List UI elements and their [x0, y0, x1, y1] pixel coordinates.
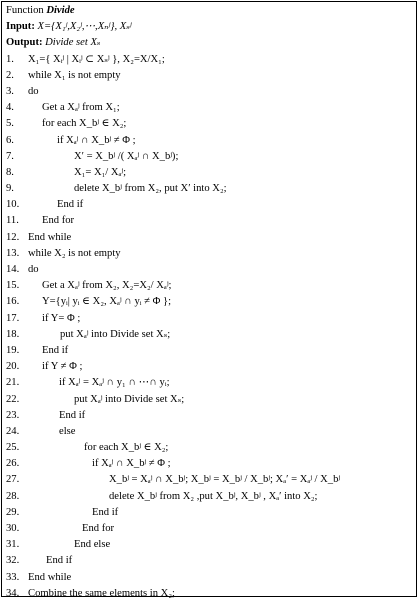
line-number: 29.: [6, 506, 20, 518]
line-text: while X₂ is not empty: [28, 247, 121, 259]
line-number: 7.: [6, 150, 14, 162]
code-line: [2, 213, 416, 229]
line-number: 19.: [6, 344, 20, 356]
code-line: [2, 181, 416, 197]
line-number: 24.: [6, 425, 20, 437]
input-label: Input:: [6, 21, 35, 33]
line-number: 13.: [6, 247, 20, 259]
code-line: [2, 100, 416, 116]
line-number: 15.: [6, 280, 20, 292]
code-line: [2, 440, 416, 456]
input-line: [2, 19, 416, 35]
code-line: [2, 149, 416, 165]
code-line: [2, 327, 416, 343]
line-number: 17.: [6, 312, 20, 324]
function-name: Divide: [46, 5, 75, 16]
line-text: for each X_bʲ ∈ X₂;: [84, 442, 169, 454]
code-line: [2, 456, 416, 472]
line-text: End if: [92, 506, 119, 518]
line-text: put Xₐʲ into Divide set Xₛ;: [60, 328, 171, 340]
code-line: [2, 311, 416, 327]
line-number: 5.: [6, 118, 14, 130]
code-line: [2, 489, 416, 505]
line-text: End for: [82, 523, 115, 534]
line-number: 16.: [6, 296, 20, 308]
code-line: [2, 230, 416, 246]
code-line: [2, 343, 416, 359]
code-line: [2, 359, 416, 375]
input-text: X={X₁ʲ,X₂ʲ,⋯,Xₙʲ}, Xₛʲ: [37, 21, 132, 33]
code-line: [2, 521, 416, 537]
line-text: X₁={ Xᵢʲ | Xᵢʲ ⊂ Xₛʲ }, X₂=X/X₁;: [28, 53, 165, 65]
line-number: 3.: [6, 85, 14, 97]
code-line: [2, 246, 416, 262]
line-number: 33.: [6, 571, 20, 583]
line-text: End else: [74, 539, 111, 551]
line-number: 34.: [6, 587, 20, 599]
line-number: 25.: [6, 442, 20, 454]
line-text: End if: [46, 555, 73, 567]
line-number: 6.: [6, 134, 14, 146]
code-line: [2, 84, 416, 100]
line-number: 26.: [6, 458, 20, 470]
code-lines: [2, 52, 416, 602]
line-text: if Xₐʲ = Xₐʲ ∩ y₁ ∩ ⋯∩ yᵢ;: [59, 377, 170, 389]
line-text: X′ = X_bʲ /( Xₐʲ ∩ X_bʲ);: [74, 150, 179, 162]
code-line: [2, 197, 416, 213]
line-text: End while: [28, 571, 72, 583]
line-text: while X₁ is not empty: [28, 69, 121, 81]
line-text: Y={yᵢ| yᵢ ∈ X₂, Xₐʲ ∩ yᵢ ≠ Φ };: [42, 296, 172, 308]
function-header: [2, 3, 416, 19]
line-number: 27.: [6, 474, 20, 486]
line-text: if Xₐʲ ∩ X_bʲ ≠ Φ ;: [92, 458, 171, 470]
line-number: 9.: [6, 183, 14, 195]
line-text: X₁= X₁/ Xₐʲ;: [74, 166, 127, 178]
line-text: End while: [28, 231, 72, 243]
code-line: [2, 68, 416, 84]
line-text: put Xₐʲ into Divide set Xₛ;: [74, 393, 185, 405]
line-number: 20.: [6, 361, 20, 373]
line-text: Get a Xₐʲ from X₂, X₂=X₂/ Xₐʲ;: [42, 280, 172, 292]
code-line: [2, 570, 416, 586]
line-text: X_bʲ = Xₐʲ ∩ X_bʲ; X_bʲ = X_bʲ / X_bʲ; Xₐ′ = Xₐʲ / X_bʲ: [109, 474, 341, 486]
line-text: else: [59, 425, 76, 437]
line-text: End if: [57, 199, 84, 211]
line-number: 18.: [6, 328, 20, 340]
line-text: End for: [42, 215, 75, 227]
line-text: Get a Xₐʲ from X₁;: [42, 102, 120, 114]
function-label: Function: [6, 5, 44, 16]
code-line: [2, 116, 416, 132]
line-text: for each X_bʲ ∈ X₂;: [42, 118, 127, 130]
code-line: [2, 52, 416, 68]
line-number: 11.: [6, 215, 19, 227]
code-line: [2, 408, 416, 424]
code-line: [2, 165, 416, 181]
line-number: 1.: [6, 53, 14, 65]
line-number: 8.: [6, 166, 14, 178]
line-text: do: [28, 264, 39, 275]
code-line: [2, 424, 416, 440]
line-number: 22.: [6, 393, 20, 405]
algorithm-box: [1, 1, 417, 597]
line-number: 30.: [6, 523, 20, 534]
line-number: 23.: [6, 409, 20, 421]
line-number: 28.: [6, 490, 20, 502]
line-number: 2.: [6, 69, 14, 81]
code-line: [2, 375, 416, 391]
code-line: [2, 278, 416, 294]
line-text: End if: [59, 409, 86, 421]
line-text: if Y= Φ ;: [42, 312, 81, 324]
output-line: [2, 35, 416, 51]
line-text: End if: [42, 344, 69, 356]
line-text: delete X_bʲ from X₂ ,put X_bʲ, X_bʲ , Xₐ′ into X₂;: [109, 490, 318, 502]
code-line: [2, 262, 416, 278]
line-number: 21.: [6, 377, 20, 389]
line-text: do: [28, 85, 39, 97]
line-number: 4.: [6, 102, 14, 114]
code-line: [2, 472, 416, 488]
line-text: delete X_bʲ from X₂, put X′ into X₂;: [74, 183, 227, 195]
line-number: 31.: [6, 539, 20, 551]
line-number: 14.: [6, 264, 20, 275]
line-text: Combine the same elements in X₂;: [28, 587, 175, 599]
code-line: [2, 133, 416, 149]
line-number: 10.: [6, 199, 20, 211]
line-text: if Y ≠ Φ ;: [42, 361, 83, 373]
output-text: Divide set Xₛ: [45, 37, 101, 49]
code-line: [2, 294, 416, 310]
code-line: [2, 392, 416, 408]
code-line: [2, 553, 416, 569]
code-line: [2, 537, 416, 553]
code-line: [2, 505, 416, 521]
line-number: 32.: [6, 555, 20, 567]
line-text: if Xₐʲ ∩ X_bʲ ≠ Φ ;: [57, 134, 136, 146]
output-label: Output:: [6, 37, 43, 49]
line-number: 12.: [6, 231, 20, 243]
